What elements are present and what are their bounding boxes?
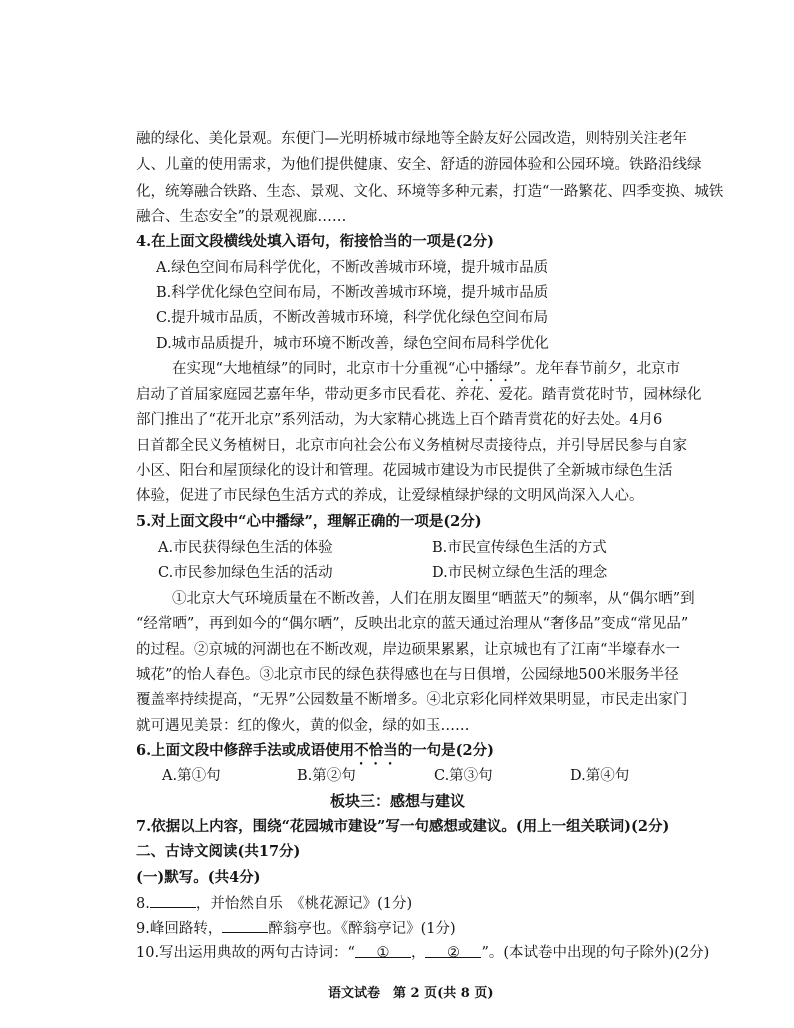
- passage1-line-4: 融合、生态安全”的景观视廊……: [136, 209, 347, 225]
- q10-post: ”。(本试卷中出现的句子除外)(2分): [481, 945, 710, 961]
- q4-option-d: D.城市品质提升，城市环境不断改善，绿色空间布局科学优化: [156, 336, 549, 352]
- q5-stem: 5.对上面文段中“心中播绿”，理解正确的一项是(2分): [136, 513, 482, 530]
- passage2-first-post: ”。龙年春节前夕，北京市: [513, 361, 681, 377]
- q6-stem-pre: 6.上面文段中修辞手法或成语使用: [136, 742, 355, 759]
- q5-option-b: B.市民宣传绿色生活的方式: [432, 540, 607, 556]
- q10-pre: 10.写出运用典故的两句古诗词：“: [136, 945, 355, 961]
- q8: [136, 893, 412, 914]
- passage1-line-2: 人、儿童的使用需求，为他们提供健康、安全、舒适的游园体验和公园环境。铁路沿线绿: [136, 157, 702, 173]
- page-footer: 语文试卷 第 2 页(共 8 页): [328, 986, 494, 1001]
- q10: [136, 943, 709, 963]
- passage3-line-6: 就可遇见美景：红的像火，黄的似金，绿的如玉……: [136, 718, 470, 734]
- passage2-line-4: 日首都全民义务植树日，北京市向社会公布义务植树尽责接待点，并引导居民参与自家: [136, 438, 687, 454]
- q9-post: 醉翁亭也。《醉翁亭记》(1分): [268, 921, 456, 937]
- q8-answer-blank[interactable]: [150, 893, 196, 908]
- passage3-line-3: 的过程。②京城的河湖也在不断改观，岸边硕果累累，让京城也有了江南“半壕春水一: [136, 642, 680, 658]
- q5-option-a: A.市民获得绿色生活的体验: [158, 540, 333, 556]
- q9-answer-blank[interactable]: [222, 918, 268, 933]
- passage1-line-3: 化，统筹融合铁路、生态、景观、文化、环境等多种元素，打造“一路繁花、四季变换、城铁: [136, 184, 724, 200]
- q8-text: ，并怡然自乐 《桃花源记》(1分): [195, 896, 413, 912]
- q6-stem: [136, 741, 494, 768]
- q4-option-b: B.科学优化绿色空间布局，不断改善城市环境，提升城市品质: [156, 285, 549, 301]
- passage3-line-2: “经常晒”，再到如今的“偶尔晒”，反映出北京的蓝天通过治理从“奢侈品”变成“常见品”: [136, 616, 689, 632]
- part2-title: 二、古诗文阅读(共17分): [136, 843, 301, 860]
- passage2-line-6: 体验，促进了市民绿色生活方式的养成，让爱绿植绿护绿的文明风尚深入人心。: [136, 488, 644, 504]
- passage2-first-pre: 在实现“大地植绿”的同时，北京市十分重视“: [172, 361, 456, 377]
- q6-option-d: D.第④句: [570, 768, 630, 784]
- passage1-line-1: 融的绿化、美化景观。东便门—光明桥城市绿地等全龄友好公园改造，则特别关注老年: [136, 131, 687, 147]
- q10-answer-blank-1[interactable]: [355, 943, 411, 961]
- passage2-line-2: 启动了首届家庭园艺嘉年华，带动更多市民看花、养花、爱花。踏青赏花时节，园林绿化: [136, 387, 702, 403]
- section3-title: 板块三：感想与建议: [330, 792, 466, 810]
- passage2-line-1: [172, 359, 680, 385]
- passage2-line-3: 部门推出了“花开北京”系列活动，为大家精心挑选上百个踏青赏花的好去处。4月6: [136, 412, 663, 428]
- q4-option-a: A.绿色空间布局科学优化，不断改善城市环境，提升城市品质: [156, 260, 549, 276]
- passage2-emphasis: 心中播绿: [455, 361, 514, 377]
- passage3-line-5: 覆盖率持续提高，“无界”公园数量不断增多。④北京彩化同样效果明显，市民走出家门: [136, 692, 688, 708]
- q6-option-b: B.第②句: [297, 768, 356, 784]
- passage3-line-4: 城花”的怡人春色。③北京市民的绿色获得感也在与日俱增，公园绿地500米服务半径: [136, 667, 679, 683]
- q8-number: 8.: [136, 896, 150, 912]
- q10-answer-blank-2[interactable]: [425, 943, 481, 961]
- q6-stem-emphasis: 不恰当: [354, 742, 398, 759]
- q6-option-c: C.第③句: [434, 768, 493, 784]
- q7-stem: 7.依据以上内容，围绕“花园城市建设”写一句感想或建议。(用上一组关联词)(2分): [136, 818, 670, 835]
- passage3-line-1: ①北京大气环境质量在不断改善，人们在朋友圈里“晒蓝天”的频率，从“偶尔晒”到: [172, 591, 695, 607]
- q4-stem: 4.在上面文段横线处填入语句，衔接恰当的一项是(2分): [136, 233, 494, 250]
- q9-pre: 9.峰回路转，: [136, 921, 223, 937]
- q4-option-c: C.提升城市品质，不断改善城市环境，科学优化绿色空间布局: [156, 310, 549, 326]
- q10-blank-2-label: ②: [446, 945, 460, 961]
- part2-subtitle: (一)默写。(共4分): [136, 869, 261, 886]
- q5-option-c: C.市民参加绿色生活的活动: [158, 565, 333, 581]
- q5-option-d: D.市民树立绿色生活的理念: [432, 565, 608, 581]
- q6-option-a: A.第①句: [162, 768, 221, 784]
- q10-mid: ，: [410, 945, 426, 961]
- q10-blank-1-label: ①: [376, 945, 390, 961]
- q9: [136, 918, 456, 939]
- q6-stem-post: 的一句是(2分): [397, 742, 494, 759]
- passage2-line-5: 小区、阳台和屋顶绿化的设计和管理。花园城市建设为市民提供了全新城市绿色生活: [136, 463, 673, 479]
